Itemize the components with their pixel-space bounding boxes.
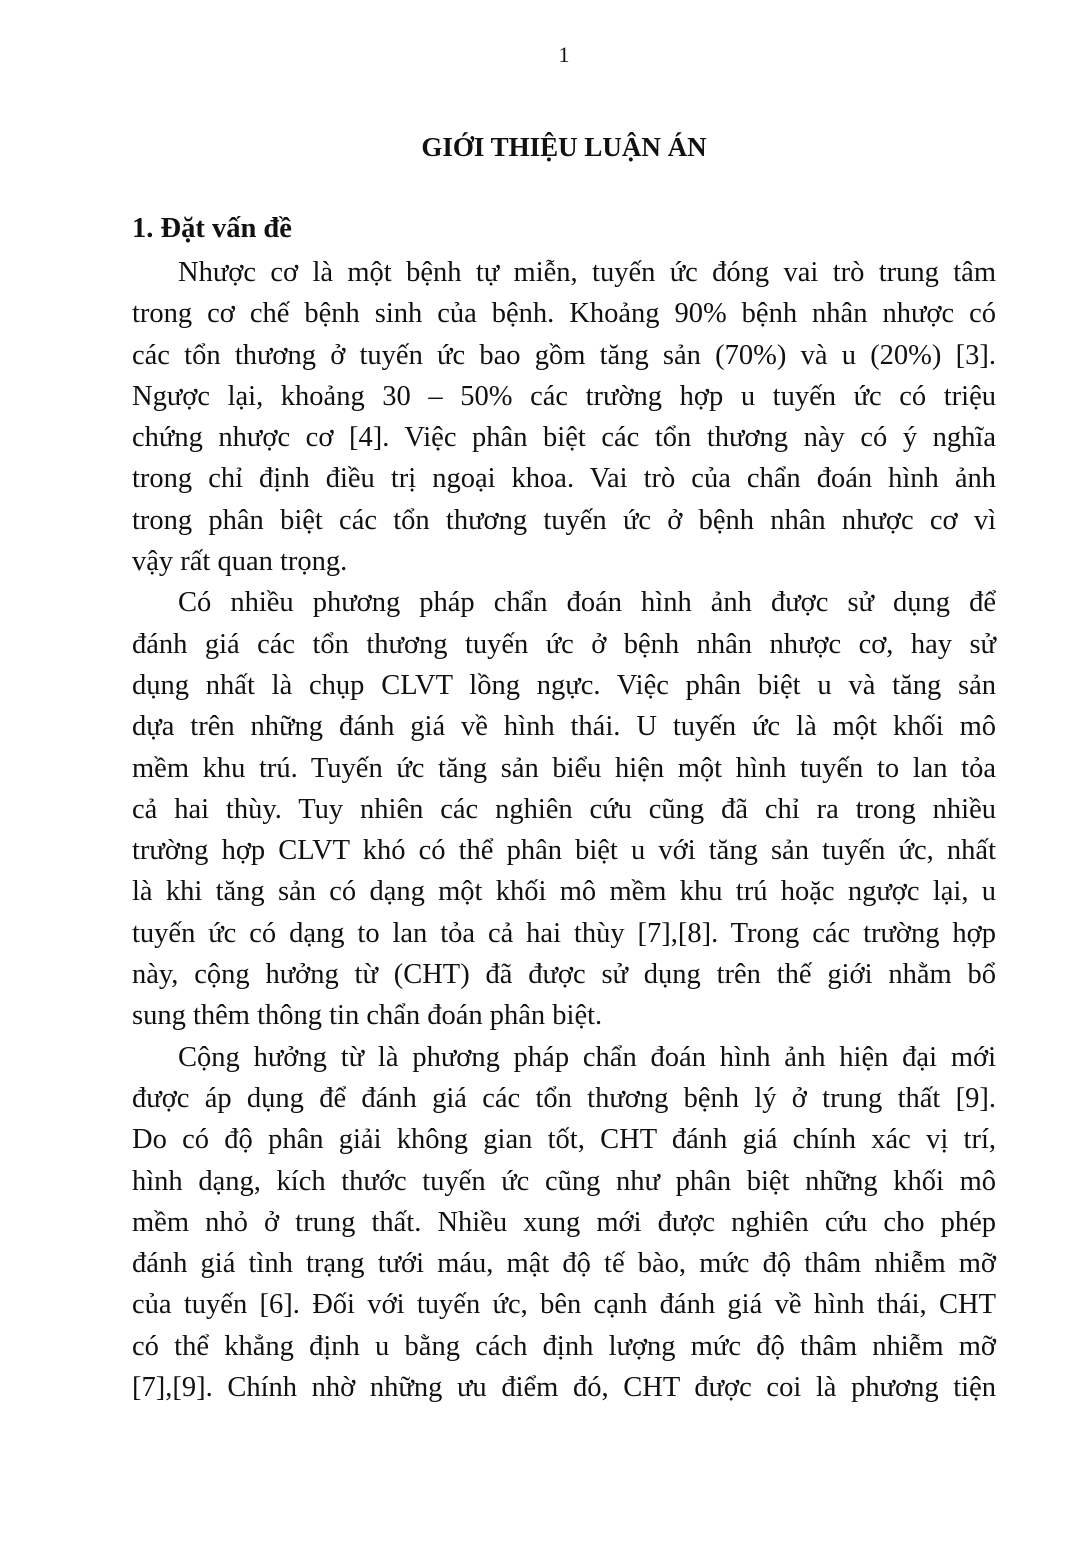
page-number: 1 (558, 42, 570, 67)
text-line: trong phân biệt các tổn thương tuyến ức ở bệnh nhân nhược cơ vì (132, 504, 996, 536)
text-line: đánh giá tình trạng tưới máu, mật độ tế bào, mức độ thâm nhiễm mỡ (132, 1248, 996, 1280)
text-line: dụng nhất là chụp CLVT lồng ngực. Việc phân biệt u và tăng sản (132, 669, 996, 701)
text-line: được áp dụng để đánh giá các tổn thương bệnh lý ở trung thất [9]. (132, 1082, 996, 1114)
text-line: là khi tăng sản có dạng một khối mô mềm khu trú hoặc ngược lại, u (132, 876, 996, 908)
text-line: chứng nhược cơ [4]. Việc phân biệt các tổn thương này có ý nghĩa (132, 422, 996, 454)
text-line: của tuyến [6]. Đối với tuyến ức, bên cạnh đánh giá về hình thái, CHT (132, 1289, 996, 1321)
text-line: mềm khu trú. Tuyến ức tăng sản biểu hiện một hình tuyến to lan tỏa (132, 752, 996, 784)
text-line: cả hai thùy. Tuy nhiên các nghiên cứu cũng đã chỉ ra trong nhiều (132, 793, 996, 825)
text-line: này, cộng hưởng từ (CHT) đã được sử dụng trên thế giới nhằm bổ (132, 959, 996, 991)
text-line: [7],[9]. Chính nhờ những ưu điểm đó, CHT được coi là phương tiện (132, 1372, 996, 1404)
text-line: mềm nhỏ ở trung thất. Nhiều xung mới được nghiên cứu cho phép (132, 1206, 996, 1238)
text-line: trong cơ chế bệnh sinh của bệnh. Khoảng 90% bệnh nhân nhược có (132, 298, 996, 330)
text-line: các tổn thương ở tuyến ức bao gồm tăng sản (70%) và u (20%) [3]. (132, 339, 996, 371)
text-line: tuyến ức có dạng to lan tỏa cả hai thùy [7],[8]. Trong các trường hợp (132, 917, 996, 949)
text-line: sung thêm thông tin chẩn đoán phân biệt. (132, 1000, 603, 1032)
text-line: Do có độ phân giải không gian tốt, CHT đánh giá chính xác vị trí, (132, 1124, 996, 1156)
paragraph (132, 252, 996, 582)
text-line: có thể khẳng định u bằng cách định lượng mức độ thâm nhiễm mỡ (132, 1330, 996, 1362)
section-heading: 1. Đặt vấn đề (132, 213, 292, 244)
text-line: trường hợp CLVT khó có thể phân biệt u với tăng sản tuyến ức, nhất (132, 835, 996, 867)
body-text (132, 252, 996, 1408)
text-line: vậy rất quan trọng. (132, 546, 348, 578)
paragraph (132, 1037, 996, 1409)
text-line: hình dạng, kích thước tuyến ức cũng như phân biệt những khối mô (132, 1165, 996, 1197)
text-line: Ngược lại, khoảng 30 – 50% các trường hợp u tuyến ức có triệu (132, 380, 996, 412)
text-line: trong chỉ định điều trị ngoại khoa. Vai trò của chẩn đoán hình ảnh (132, 463, 996, 495)
text-line: dựa trên những đánh giá về hình thái. U tuyến ức là một khối mô (132, 711, 996, 743)
paragraph (132, 582, 996, 1036)
text-line: Có nhiều phương pháp chẩn đoán hình ảnh được sử dụng để (178, 587, 996, 619)
text-line: đánh giá các tổn thương tuyến ức ở bệnh nhân nhược cơ, hay sử (132, 628, 996, 660)
text-line: Cộng hưởng từ là phương pháp chẩn đoán hình ảnh hiện đại mới (178, 1041, 996, 1073)
text-line: Nhược cơ là một bệnh tự miễn, tuyến ức đóng vai trò trung tâm (178, 257, 996, 288)
document-title: GIỚI THIỆU LUẬN ÁN (421, 132, 707, 162)
